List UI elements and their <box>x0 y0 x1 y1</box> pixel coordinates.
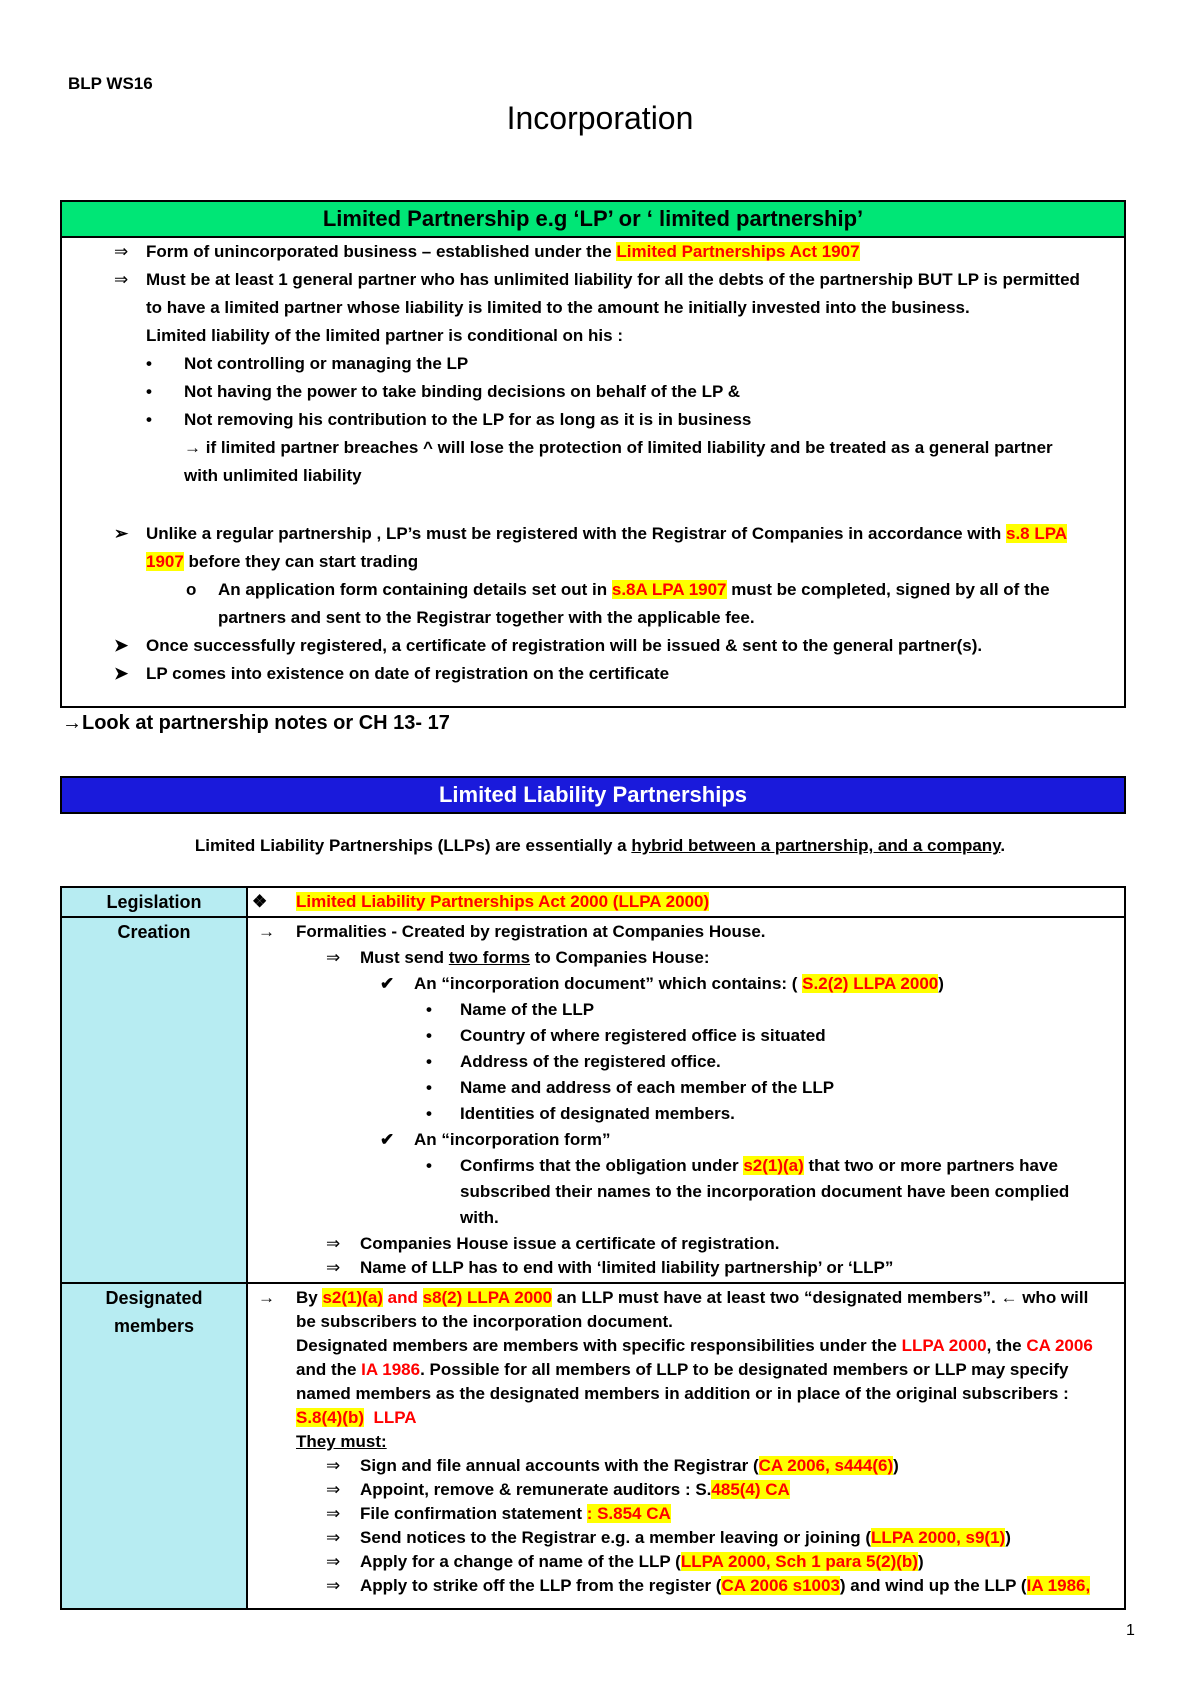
creation-line: An “incorporation document” which contains: ( S.2(2) LLPA 2000) <box>414 974 944 993</box>
designated-line: They must: <box>296 1432 387 1451</box>
bullet-icon: • <box>426 1156 432 1175</box>
lp-line: Once successfully registered, a certificate of registration will be issued & sent to the general partner(s). <box>146 636 983 655</box>
lp-bullet: Not having the power to take binding decisions on behalf of the LP & <box>184 382 740 401</box>
llp-table <box>60 886 1126 1610</box>
creation-line: Name of LLP has to end with ‘limited liability partnership’ or ‘LLP” <box>360 1258 894 1277</box>
creation-line: Must send two forms to Companies House: <box>360 948 710 967</box>
creation-line: Country of where registered office is situated <box>460 1026 826 1045</box>
bullet-icon: • <box>426 1026 432 1045</box>
creation-line: subscribed their names to the incorporation document have been complied <box>460 1182 1070 1201</box>
lp-heading: Limited Partnership e.g ‘LP’ or ‘ limited partnership’ <box>62 202 1124 238</box>
lp-line: partners and sent to the Registrar together with the applicable fee. <box>218 608 755 627</box>
arrow-icon: ⇒ <box>326 1552 341 1571</box>
designated-line: By s2(1)(a) and s8(2) LLPA 2000 an LLP must have at least two “designated members”. ← who will <box>296 1288 1089 1307</box>
creation-line: Name and address of each member of the LLP <box>460 1078 835 1097</box>
arrow-icon: ⇒ <box>326 948 341 967</box>
duty-line: Send notices to the Registrar e.g. a member leaving or joining (LLPA 2000, s9(1)) <box>360 1528 1011 1547</box>
creation-line: with. <box>460 1208 499 1227</box>
check-icon: ✔ <box>380 1130 395 1149</box>
duty-line: Apply for a change of name of the LLP (LLPA 2000, Sch 1 para 5(2)(b)) <box>360 1552 924 1571</box>
see-notes-text: →Look at partnership notes or CH 13- 17 <box>62 712 450 734</box>
lp-bullet: Not controlling or managing the LP <box>184 354 469 373</box>
duty-line: Sign and file annual accounts with the Registrar (CA 2006, s444(6)) <box>360 1456 899 1475</box>
check-icon: ✔ <box>380 974 395 993</box>
diamond-bullet-icon: ❖ <box>252 892 268 911</box>
lp-line: 1907 before they can start trading <box>146 552 419 571</box>
designated-line: be subscribers to the incorporation document. <box>296 1312 673 1331</box>
duty-line: Appoint, remove & remunerate auditors : S.485(4) CA <box>360 1480 790 1499</box>
arrow-icon: → <box>258 1288 275 1307</box>
document-code: BLP WS16 <box>68 74 153 93</box>
llp-heading: Limited Liability Partnerships <box>60 776 1126 814</box>
duty-line: File confirmation statement : S.854 CA <box>360 1504 671 1523</box>
designated-line: and the IA 1986. Possible for all members of LLP to be designated members or LLP may specify <box>296 1360 1069 1379</box>
limited-partnership-section <box>60 200 1126 708</box>
page-number: 1 <box>1126 1622 1135 1639</box>
designated-line: S.8(4)(b) LLPA <box>296 1408 417 1427</box>
circle-bullet-icon: o <box>186 580 197 599</box>
arrow-icon: → <box>258 922 275 941</box>
legislation-label: Legislation <box>62 888 248 916</box>
bullet-icon: • <box>426 1052 432 1071</box>
arrow-icon: ⇒ <box>326 1234 341 1253</box>
creation-line: Confirms that the obligation under s2(1)(a) that two or more partners have <box>460 1156 1058 1175</box>
arrow-icon: ⇒ <box>326 1480 341 1499</box>
lp-line: with unlimited liability <box>184 466 362 485</box>
lp-line: to have a limited partner whose liability is limited to the amount he initially invested into the business. <box>146 298 970 317</box>
arrow-icon: ⇒ <box>326 1504 341 1523</box>
creation-line: Companies House issue a certificate of registration. <box>360 1234 780 1253</box>
bullet-icon: • <box>426 1078 432 1097</box>
lp-line: → if limited partner breaches ^ will lose the protection of limited liability and be treated as a general partner <box>184 438 1053 457</box>
lp-bullet: Not removing his contribution to the LP for as long as it is in business <box>184 410 752 429</box>
chevron-right-icon: ➤ <box>114 664 129 683</box>
page-title: Incorporation <box>506 100 694 136</box>
arrow-icon: ⇒ <box>114 242 129 261</box>
lp-line: Must be at least 1 general partner who has unlimited liability for all the debts of the partnership BUT LP is permitted <box>146 270 1080 289</box>
arrow-icon: ⇒ <box>114 270 129 289</box>
legislation-text: Limited Liability Partnerships Act 2000 (LLPA 2000) <box>296 892 710 911</box>
designated-line: Designated members are members with specific responsibilities under the LLPA 2000, the CA 2006 <box>296 1336 1093 1355</box>
creation-line: An “incorporation form” <box>414 1130 611 1149</box>
bullet-icon: • <box>146 354 152 373</box>
creation-line: Name of the LLP <box>460 1000 595 1019</box>
lp-line: Form of unincorporated business – established under the Limited Partnerships Act 1907 <box>146 242 860 261</box>
llp-intro: Limited Liability Partnerships (LLPs) are essentially a hybrid between a partnership, and a company. <box>194 836 1006 855</box>
designated-line: named members as the designated members in addition or in place of the original subscribers : <box>296 1384 1069 1403</box>
arrow-icon: ⇒ <box>326 1528 341 1547</box>
bullet-icon: • <box>146 410 152 429</box>
bullet-icon: • <box>426 1104 432 1123</box>
arrow-icon: ⇒ <box>326 1456 341 1475</box>
lp-line: An application form containing details set out in s.8A LPA 1907 must be completed, signed by all of the <box>218 580 1050 599</box>
designated-members-label: Designated members <box>62 1284 248 1608</box>
creation-line: Identities of designated members. <box>460 1104 735 1123</box>
arrow-icon: ⇒ <box>326 1258 341 1277</box>
creation-line: Address of the registered office. <box>460 1052 721 1071</box>
arrow-icon: ⇒ <box>326 1576 341 1595</box>
lp-line: Limited liability of the limited partner is conditional on his : <box>146 326 623 345</box>
duty-line: Apply to strike off the LLP from the register (CA 2006 s1003) and wind up the LLP (IA 1986, <box>360 1576 1091 1595</box>
bullet-icon: • <box>146 382 152 401</box>
bullet-icon: • <box>426 1000 432 1019</box>
creation-line: Formalities - Created by registration at Companies House. <box>296 922 766 941</box>
creation-label: Creation <box>62 918 248 1282</box>
lp-line: Unlike a regular partnership , LP’s must be registered with the Registrar of Companies in accordance with s.8 LPA <box>146 524 1068 543</box>
chevron-right-icon: ➢ <box>114 524 129 543</box>
chevron-right-icon: ➤ <box>114 636 129 655</box>
lp-line: LP comes into existence on date of registration on the certificate <box>146 664 670 683</box>
